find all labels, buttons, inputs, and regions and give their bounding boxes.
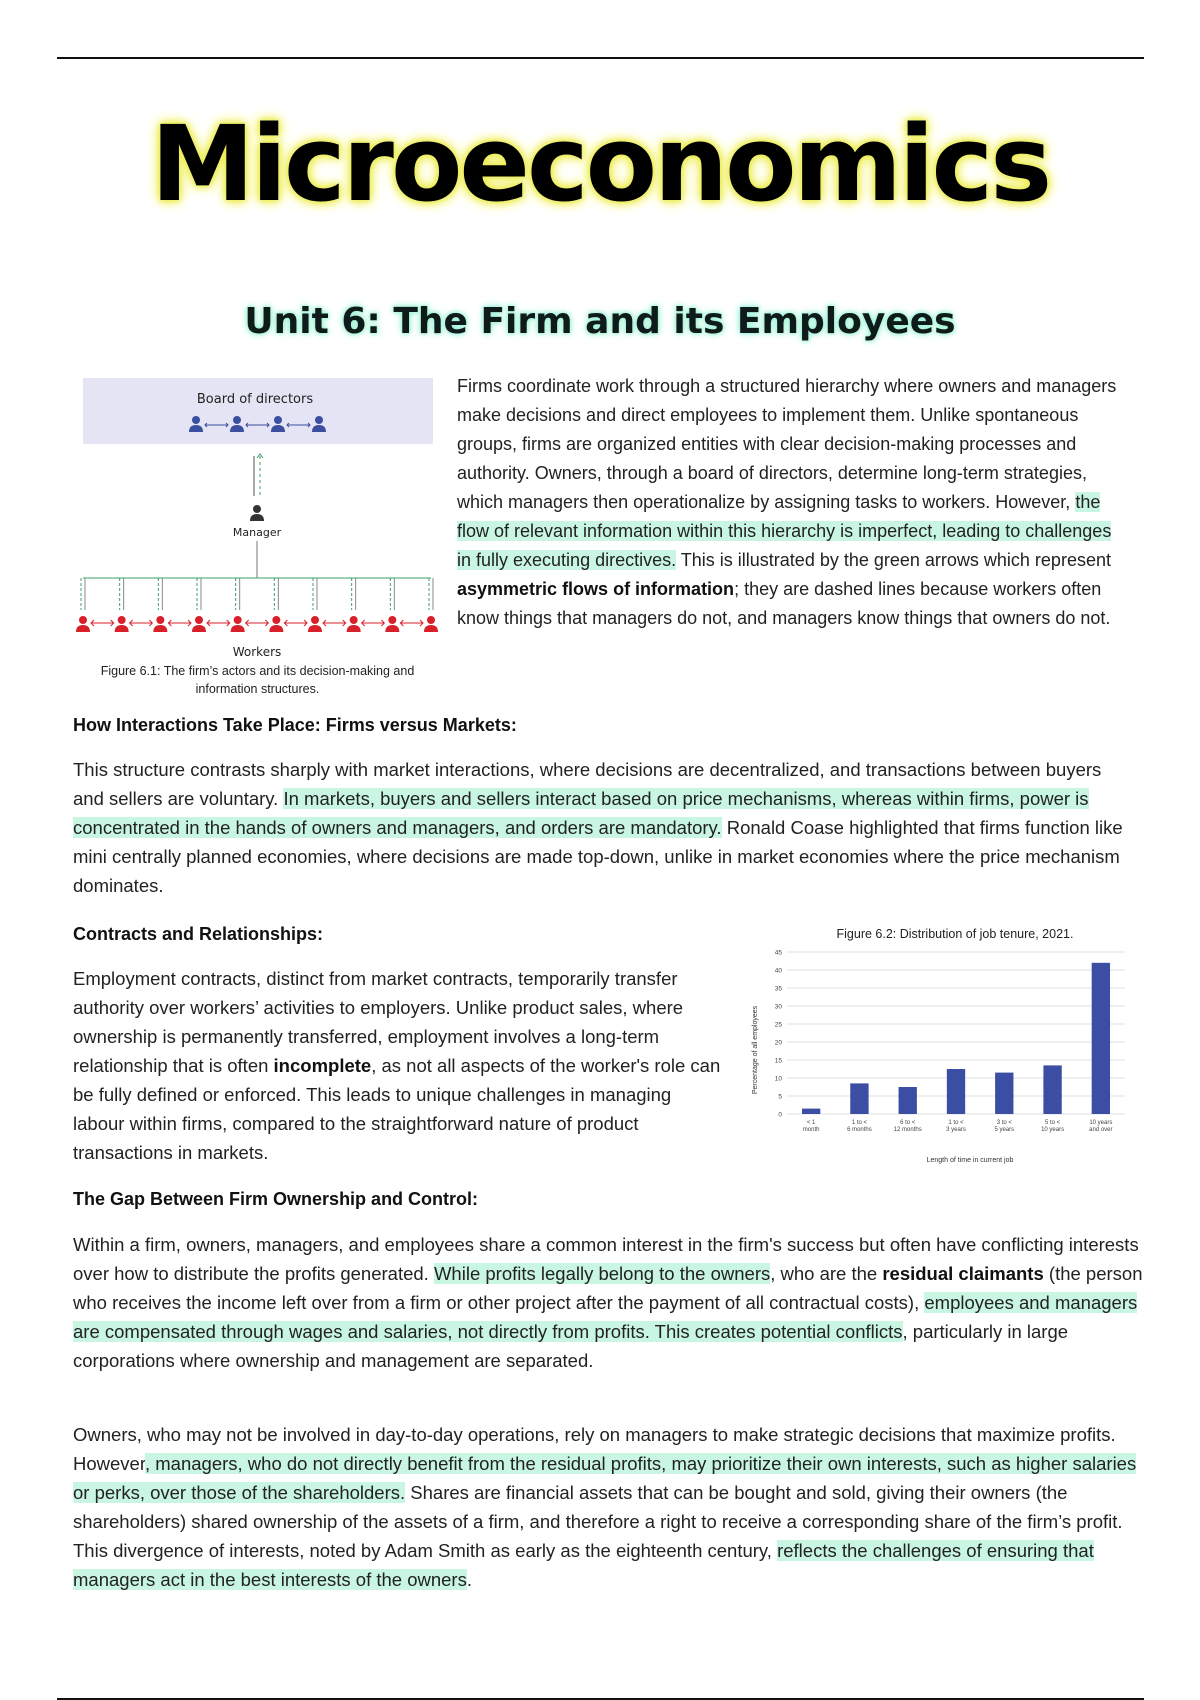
worker-person-icon: [424, 616, 438, 632]
y-tick-label: 0: [778, 1111, 782, 1119]
x-tick-label: 10 years and over: [1089, 1120, 1113, 1133]
manager-icon: [250, 505, 264, 521]
double-arrow-icon: [246, 620, 269, 626]
highlight: reflects the challenges of ensuring that managers act in the best interests of the owners: [73, 1540, 1094, 1590]
worker-person-icon: [192, 616, 206, 632]
bar: [995, 1073, 1013, 1114]
chart-x-axis-label: Length of time in current job: [926, 1157, 1014, 1164]
worker-info-links: [81, 578, 433, 610]
chart-y-axis-label: Percentage of all employees: [752, 1005, 759, 1095]
worker-person-icon: [153, 616, 167, 632]
document-title: Microeconomics: [150, 103, 1050, 225]
y-tick-label: 20: [774, 1039, 782, 1047]
contracts-paragraph: Employment contracts, distinct from market contracts, temporarily transfer authority over workers’ activities to employers. Unlike product sales, where ownership is permanently transferred, employment involves a long-term relationship that is often incomplete, as not all aspects of the worker's role can be fully defined or enforced. This leads to unique challenges in managing labour within firms, compared to the straightforward nature of product transactions in markets.: [73, 968, 721, 1163]
x-tick-label: 6 to < 12 months: [893, 1120, 922, 1133]
worker-person-icon: [76, 616, 90, 632]
worker-person-icon: [269, 616, 283, 632]
x-tick-label: 3 to < 5 years: [994, 1120, 1015, 1133]
double-arrow-icon: [323, 620, 346, 626]
ownership-control-paragraph-1: Within a firm, owners, managers, and employees share a common interest in the firm's success but often have conflicting interests over how to distribute the profits generated. While profits legally belong to the owners, who are the residual claimants (the person who receives the income left over from a firm or other project after the payment of all contractual costs), employees and managers are compensated through wages and salaries, not directly from profits. This creates potential conflicts, particularly in large corporations where ownership and management are separated.: [73, 1234, 1143, 1371]
section-heading-ownership-control: The Gap Between Firm Ownership and Control:: [73, 1189, 479, 1209]
job-tenure-chart: [745, 924, 1130, 1169]
highlight: In markets, buyers and sellers interact based on price mechanisms, whereas within firms, power is concentrated in the hands of owners and managers, and orders are mandatory.: [73, 788, 1089, 838]
board-box: [83, 378, 433, 444]
double-arrow-icon: [400, 620, 423, 626]
double-arrow-icon: [284, 620, 307, 626]
double-arrow-icon: [362, 620, 385, 626]
y-tick-label: 10: [774, 1075, 782, 1083]
workers-label: Workers: [232, 645, 282, 659]
manager-label: Manager: [232, 526, 282, 539]
y-tick-label: 35: [774, 985, 782, 993]
chart-title: Figure 6.2: Distribution of job tenure, 2021.: [836, 927, 1074, 941]
firms-markets-paragraph: This structure contrasts sharply with market interactions, where decisions are decentralized, and transactions between buyers and sellers are voluntary. In markets, buyers and sellers interact based on price mechanisms, whereas within firms, power is concentrated in the hands of owners and managers, and orders are mandatory. Ronald Coase highlighted that firms function like mini centrally planned economies, where decisions are made top-down, unlike in market economies where the price mechanism dominates.: [73, 759, 1123, 896]
unit-title: Unit 6: The Firm and its Employees: [244, 301, 956, 342]
highlight: , managers, who do not directly benefit from the residual profits, may prioritize their own interests, such as higher salaries or perks, over those of the shareholders.: [73, 1453, 1137, 1503]
y-tick-label: 30: [774, 1003, 782, 1011]
org-structure-figure: [73, 378, 443, 703]
figure-caption-6-1: Figure 6.1: The firm’s actors and its decision-making and information structures.: [100, 664, 415, 696]
double-arrow-icon: [168, 620, 191, 626]
bar: [899, 1087, 917, 1114]
double-arrow-icon: [207, 620, 230, 626]
ownership-control-paragraph-2: Owners, who may not be involved in day-to-day operations, rely on managers to make strategic decisions that maximize profits. However, managers, who do not directly benefit from the residual profits, may prioritize their own interests, such as higher salaries or perks, over those of the shareholders. Shares are financial assets that can be bought and sold, giving their owners (the shareholders) shared ownership of the assets of a firm, and therefore a right to receive a corresponding share of the firm’s profit. This divergence of interests, noted by Adam Smith as early as the eighteenth century, reflects the challenges of ensuring that managers act in the best interests of the owners.: [73, 1424, 1137, 1590]
highlight: While profits legally belong to the owners: [433, 1263, 771, 1284]
worker-person-icon: [231, 616, 245, 632]
x-tick-label: < 1 month: [802, 1120, 820, 1133]
board-label: Board of directors: [196, 392, 314, 407]
y-tick-label: 25: [774, 1021, 782, 1029]
bar: [850, 1083, 868, 1114]
x-tick-label: 1 to < 3 years: [946, 1120, 966, 1133]
x-tick-label: 5 to < 10 years: [1041, 1120, 1065, 1133]
double-arrow-icon: [130, 620, 153, 626]
bar: [947, 1069, 965, 1114]
bar: [1092, 963, 1110, 1114]
worker-person-icon: [385, 616, 399, 632]
worker-person-icon: [347, 616, 361, 632]
double-arrow-icon: [91, 620, 114, 626]
board-manager-link: [254, 454, 263, 496]
intro-paragraph: Firms coordinate work through a structured hierarchy where owners and managers make decisions and direct employees to implement them. Unlike spontaneous groups, firms are organized entities with clear decision-making processes and authority. Owners, through a board of directors, determine long-term strategies, which managers then operationalize by assigning tasks to workers. However, the flow of relevant information within this hierarchy is imperfect, leading to challenges in fully executing directives. This is illustrated by the green arrows which represent asymmetric flows of information; they are dashed lines because workers often know things that managers do not, and managers know things that owners do not.: [457, 376, 1117, 628]
y-tick-label: 15: [774, 1057, 782, 1065]
x-tick-label: 1 to < 6 months: [847, 1120, 872, 1133]
y-tick-label: 45: [774, 949, 782, 957]
worker-person-icon: [308, 616, 322, 632]
highlight: the flow of relevant information within this hierarchy is imperfect, leading to challenges in fully executing directives.: [457, 492, 1112, 570]
section-heading-firms-markets: How Interactions Take Place: Firms versus Markets:: [73, 715, 517, 735]
y-tick-label: 40: [774, 967, 782, 975]
worker-person-icon: [115, 616, 129, 632]
bar: [802, 1109, 820, 1114]
top-rule: [57, 57, 1144, 59]
y-tick-label: 5: [778, 1093, 782, 1101]
section-heading-contracts: Contracts and Relationships:: [73, 924, 324, 944]
highlight: employees and managers are compensated through wages and salaries, not directly from profits. This creates potential conflicts: [73, 1292, 1138, 1342]
bar: [1043, 1065, 1061, 1114]
chart-bars: [802, 963, 1110, 1114]
chart-y-ticks: [775, 950, 783, 1119]
chart-x-ticks: [803, 1120, 1113, 1133]
workers-row: [76, 616, 438, 632]
